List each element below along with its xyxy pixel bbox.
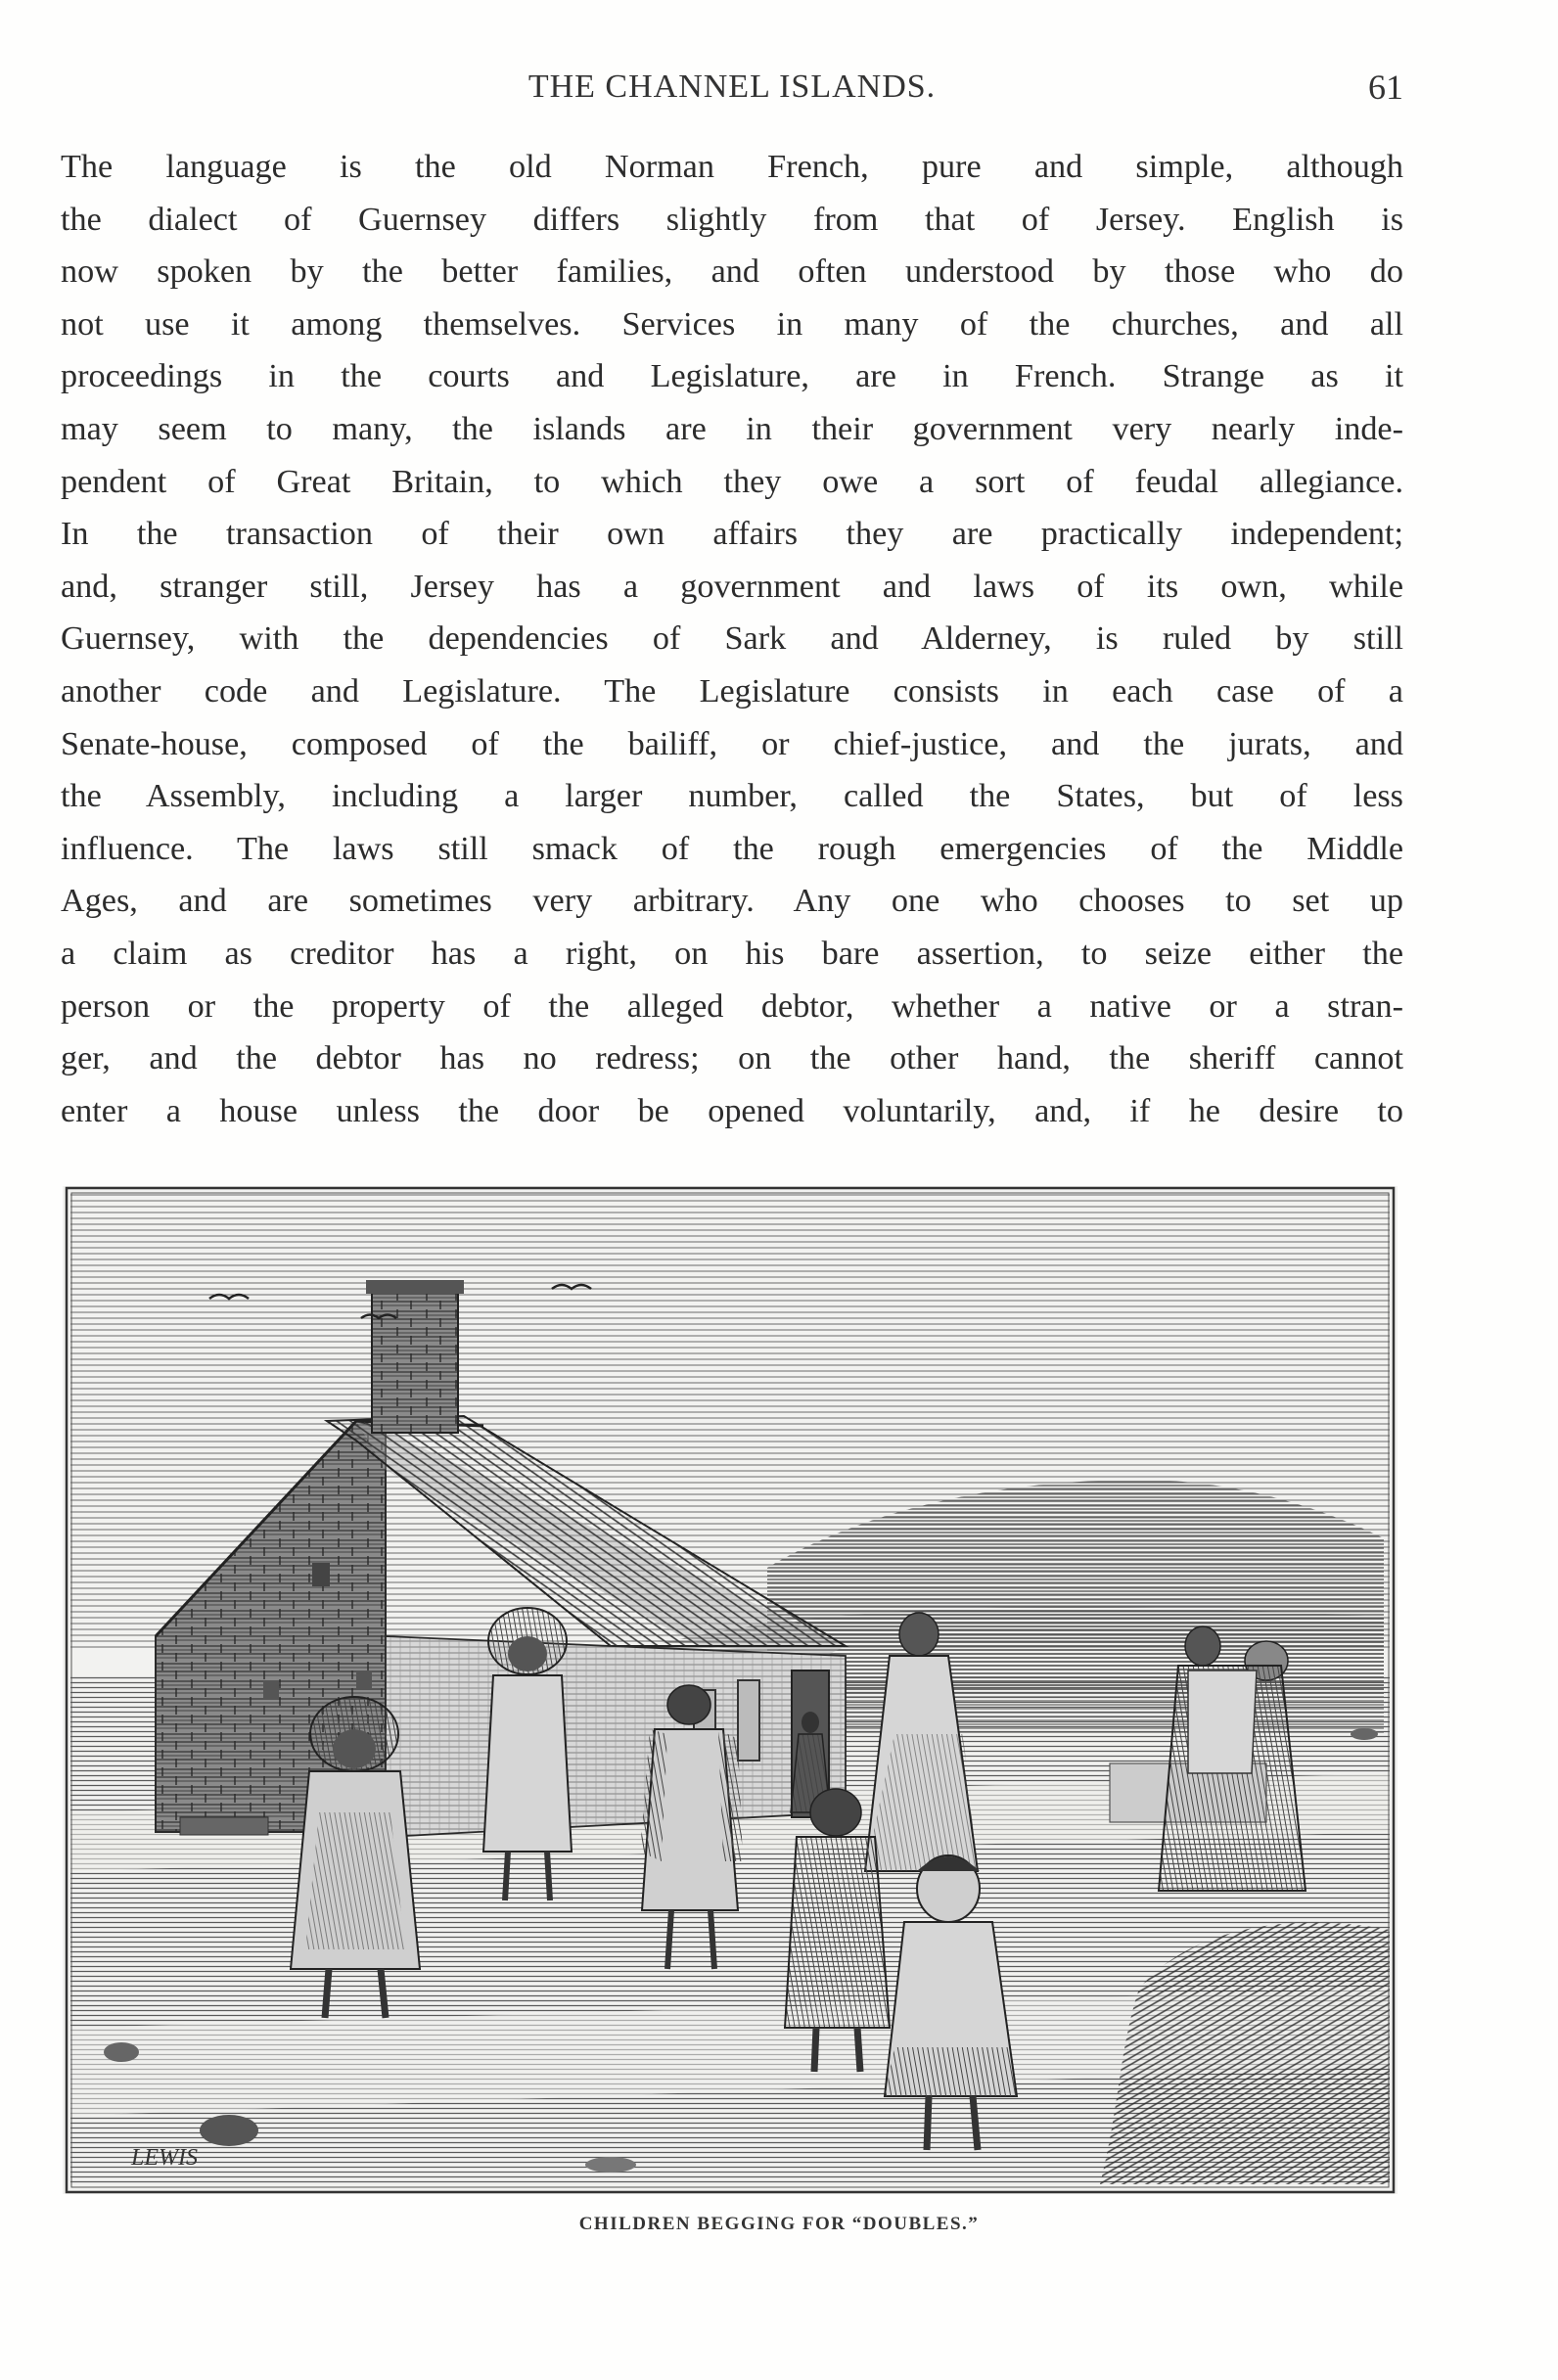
text-line: may seem to many, the islands are in their government very nearly inde-: [61, 410, 1403, 447]
text-line: Ages, and are sometimes very arbitrary. Any one who chooses to set up: [61, 883, 1403, 920]
text-line: pendent of Great Britain, to which they owe a sort of feudal allegiance.: [61, 463, 1403, 500]
text-line: a claim as creditor has a right, on his bare assertion, to seize either the: [61, 935, 1403, 972]
text-line: another code and Legislature. The Legislature consists in each case of a: [61, 672, 1403, 709]
page-number: 61: [1368, 68, 1403, 107]
text-line: person or the property of the alleged debtor, whether a native or a stran-: [61, 987, 1403, 1025]
body-paragraph: [61, 141, 1403, 1137]
text-line: now spoken by the better families, and often understood by those who do: [61, 253, 1403, 291]
text-line: the Assembly, including a larger number, called the States, but of less: [61, 778, 1403, 815]
running-title: THE CHANNEL ISLANDS.: [527, 69, 937, 105]
engraver-signature: LEWIS: [131, 2145, 198, 2171]
text-line: influence. The laws still smack of the rough emergencies of the Middle: [61, 830, 1403, 867]
text-line: the dialect of Guernsey differs slightly from that of Jersey. English is: [61, 201, 1403, 238]
text-line: proceedings in the courts and Legislature, are in French. Strange as it: [61, 358, 1403, 395]
engraving-illustration: [63, 1186, 1398, 2194]
text-line: In the transaction of their own affairs they are practically independent;: [61, 516, 1403, 553]
text-line: not use it among themselves. Services in many of the churches, and all: [61, 305, 1403, 343]
text-line: and, stranger still, Jersey has a government and laws of its own, while: [61, 568, 1403, 605]
woman-carrying-child-figure: [1159, 1626, 1306, 1891]
text-line: Senate-house, composed of the bailiff, or chief-justice, and the jurats, and: [61, 725, 1403, 762]
text-line: The language is the old Norman French, pure and simple, although: [61, 149, 1403, 185]
text-line: ger, and the debtor has no redress; on the other hand, the sheriff cannot: [61, 1040, 1403, 1077]
running-head: [61, 69, 1403, 117]
text-line: Guernsey, with the dependencies of Sark and Alderney, is ruled by still: [61, 620, 1403, 658]
engraving-svg: [63, 1186, 1398, 2194]
text-line: enter a house unless the door be opened voluntarily, and, if he desire to: [61, 1092, 1403, 1129]
figure-caption: CHILDREN BEGGING FOR “DOUBLES.”: [578, 2214, 980, 2234]
